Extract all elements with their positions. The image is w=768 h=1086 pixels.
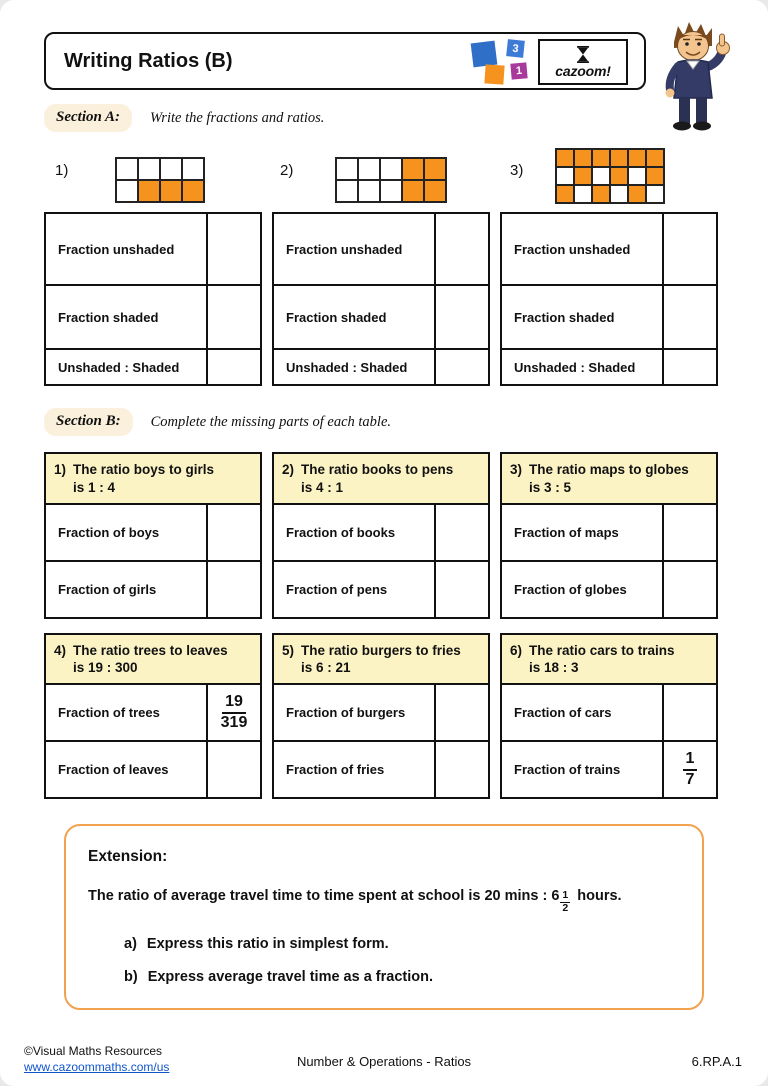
table-row	[274, 284, 488, 348]
table-row	[274, 683, 488, 740]
row-label: Fraction of fries	[274, 742, 436, 797]
grid-cell-unshaded	[183, 159, 203, 179]
website-link[interactable]: www.cazoommaths.com/us	[24, 1059, 170, 1074]
row-label: Fraction of boys	[46, 505, 208, 560]
extension-text-before: The ratio of average travel time to time spent at school is 20 mins : 6	[88, 888, 560, 904]
extension-box	[64, 824, 704, 1010]
footer-topic: Number & Operations - Ratios	[296, 1054, 472, 1069]
row-label: Fraction of pens	[274, 562, 436, 617]
mascot-character	[648, 16, 736, 134]
problem-number: 2)	[280, 162, 294, 179]
grid-cell-unshaded	[117, 159, 137, 179]
worksheet-title: Writing Ratios (B)	[64, 50, 233, 72]
copyright-text: ©Visual Maths Resources	[24, 1044, 163, 1058]
row-label: Fraction of girls	[46, 562, 208, 617]
grid-cell-shaded	[647, 150, 663, 166]
table-row	[46, 683, 260, 740]
answer-cell[interactable]	[664, 350, 716, 384]
row-label: Fraction unshaded	[46, 214, 208, 284]
answer-cell[interactable]	[436, 214, 488, 284]
grid-cell-unshaded	[117, 181, 137, 201]
title-box	[44, 32, 646, 90]
table-row	[502, 740, 716, 797]
problem-number: 3)	[510, 162, 524, 179]
grid-cell-shaded	[575, 150, 591, 166]
section-b-tables	[44, 452, 718, 799]
grid-cell-shaded	[593, 186, 609, 202]
table-row	[502, 348, 716, 384]
table-header: 2) The ratio books to pens is 4 : 1	[274, 454, 488, 503]
row-label: Unshaded : Shaded	[46, 350, 208, 384]
logo-square-blue-icon	[471, 41, 498, 68]
table-row	[46, 740, 260, 797]
answer-cell[interactable]	[208, 742, 260, 797]
fraction-grid	[555, 148, 665, 204]
row-label: Fraction of leaves	[46, 742, 208, 797]
answer-cell[interactable]	[664, 562, 716, 617]
answer-cell[interactable]	[436, 562, 488, 617]
grid-cell-shaded	[425, 159, 445, 179]
table-row	[46, 560, 260, 617]
grid-cell-unshaded	[359, 159, 379, 179]
logo-square-orange-icon	[484, 64, 504, 84]
table-row	[502, 683, 716, 740]
fraction-answer: $\frac{19}{319}$	[220, 693, 248, 731]
cazoom-brand-box	[538, 39, 628, 85]
extension-label: Extension:	[88, 848, 168, 865]
row-label: Fraction of trees	[46, 685, 208, 740]
logo-number-square: 3	[506, 39, 525, 58]
grid-cell-unshaded	[611, 186, 627, 202]
section-b-instruction: Complete the missing parts of each table.	[150, 413, 392, 430]
fraction-answer: $\frac{1}{7}$	[683, 750, 698, 789]
row-label: Fraction of books	[274, 505, 436, 560]
answer-cell[interactable]	[208, 286, 260, 348]
ratio-table	[272, 633, 490, 800]
mixed-number-fraction: $\frac{1}{2}$	[562, 889, 569, 914]
row-label: Fraction unshaded	[274, 214, 436, 284]
row-label: Fraction of burgers	[274, 685, 436, 740]
table-row	[274, 214, 488, 284]
answer-cell[interactable]	[664, 505, 716, 560]
logo-number-square: 1	[510, 62, 527, 79]
grid-cell-shaded	[425, 181, 445, 201]
answer-cell[interactable]	[436, 505, 488, 560]
extension-text-after: hours.	[573, 888, 622, 904]
row-label: Unshaded : Shaded	[502, 350, 664, 384]
answer-cell[interactable]	[664, 286, 716, 348]
answer-cell[interactable]	[436, 742, 488, 797]
table-row	[46, 348, 260, 384]
grid-cell-shaded	[611, 150, 627, 166]
row-label: Fraction of globes	[502, 562, 664, 617]
table-header: 6) The ratio cars to trains is 18 : 3	[502, 635, 716, 684]
row-label: Fraction shaded	[274, 286, 436, 348]
table-row	[502, 503, 716, 560]
grid-cell-shaded	[575, 168, 591, 184]
table-header: 3) The ratio maps to globes is 3 : 5	[502, 454, 716, 503]
problem-number: 1)	[55, 162, 69, 179]
row-label: Unshaded : Shaded	[274, 350, 436, 384]
grid-cell-unshaded	[359, 181, 379, 201]
answer-cell[interactable]	[208, 562, 260, 617]
brand-text: cazoom!	[555, 62, 611, 79]
section-a-header	[44, 104, 324, 132]
row-label: Fraction shaded	[502, 286, 664, 348]
table-header: 1) The ratio boys to girls is 1 : 4	[46, 454, 260, 503]
extension-item-a: a) Express this ratio in simplest form.	[124, 936, 389, 953]
extension-problem	[88, 888, 680, 916]
grid-cell-shaded	[611, 168, 627, 184]
answer-cell[interactable]	[208, 505, 260, 560]
grid-cell-unshaded	[337, 181, 357, 201]
table-row	[502, 284, 716, 348]
extension-item-b: b) Express average travel time as a fraction.	[124, 969, 434, 986]
table-header: 4) The ratio trees to leaves is 19 : 300	[46, 635, 260, 684]
section-b-label: Section B:	[44, 408, 133, 436]
section-b-header	[44, 408, 391, 436]
table-row	[274, 348, 488, 384]
ratio-table	[44, 452, 262, 619]
answer-cell[interactable]	[664, 742, 716, 797]
row-label: Fraction of trains	[502, 742, 664, 797]
table-row	[502, 560, 716, 617]
ratio-table	[272, 452, 490, 619]
grid-cell-shaded	[557, 186, 573, 202]
grid-cell-shaded	[183, 181, 203, 201]
fraction-grid	[335, 157, 447, 203]
fraction-grid	[115, 157, 205, 203]
grid-cell-shaded	[139, 181, 159, 201]
hourglass-icon	[575, 46, 591, 63]
ratio-table	[44, 633, 262, 800]
grid-cell-shaded	[403, 159, 423, 179]
answer-cell[interactable]	[436, 685, 488, 740]
row-label: Fraction unshaded	[502, 214, 664, 284]
grid-cell-unshaded	[381, 159, 401, 179]
section-a-tables	[44, 212, 718, 386]
grid-cell-shaded	[629, 186, 645, 202]
grid-cell-unshaded	[381, 181, 401, 201]
table-row	[274, 560, 488, 617]
grid-cell-unshaded	[139, 159, 159, 179]
row-label: Fraction shaded	[46, 286, 208, 348]
section-a-label: Section A:	[44, 104, 132, 132]
fraction-answer-table	[500, 212, 718, 386]
table-row	[502, 214, 716, 284]
grid-cell-shaded	[557, 150, 573, 166]
answer-cell[interactable]	[208, 214, 260, 284]
grid-cell-shaded	[593, 150, 609, 166]
answer-cell[interactable]	[208, 350, 260, 384]
table-row	[46, 503, 260, 560]
grid-cell-shaded	[629, 150, 645, 166]
grid-cell-unshaded	[337, 159, 357, 179]
grid-cell-unshaded	[647, 186, 663, 202]
table-row	[46, 284, 260, 348]
table-header: 5) The ratio burgers to fries is 6 : 21	[274, 635, 488, 684]
answer-cell[interactable]	[436, 350, 488, 384]
cazoom-logo	[472, 38, 632, 86]
grid-cell-shaded	[161, 181, 181, 201]
grid-cell-shaded	[403, 181, 423, 201]
grid-cell-shaded	[647, 168, 663, 184]
table-row	[274, 740, 488, 797]
table-row	[274, 503, 488, 560]
answer-cell[interactable]	[208, 685, 260, 740]
grid-cell-unshaded	[629, 168, 645, 184]
ratio-table	[500, 452, 718, 619]
grid-cell-unshaded	[575, 186, 591, 202]
answer-cell[interactable]	[664, 685, 716, 740]
grid-cell-unshaded	[557, 168, 573, 184]
row-label: Fraction of cars	[502, 685, 664, 740]
fraction-answer-table	[44, 212, 262, 386]
section-a-instruction: Write the fractions and ratios.	[150, 109, 325, 126]
grid-cell-unshaded	[593, 168, 609, 184]
row-label: Fraction of maps	[502, 505, 664, 560]
grid-cell-unshaded	[161, 159, 181, 179]
fraction-answer-table	[272, 212, 490, 386]
standard-code: 6.RP.A.1	[691, 1054, 742, 1069]
answer-cell[interactable]	[436, 286, 488, 348]
ratio-table	[500, 633, 718, 800]
table-row	[46, 214, 260, 284]
answer-cell[interactable]	[664, 214, 716, 284]
